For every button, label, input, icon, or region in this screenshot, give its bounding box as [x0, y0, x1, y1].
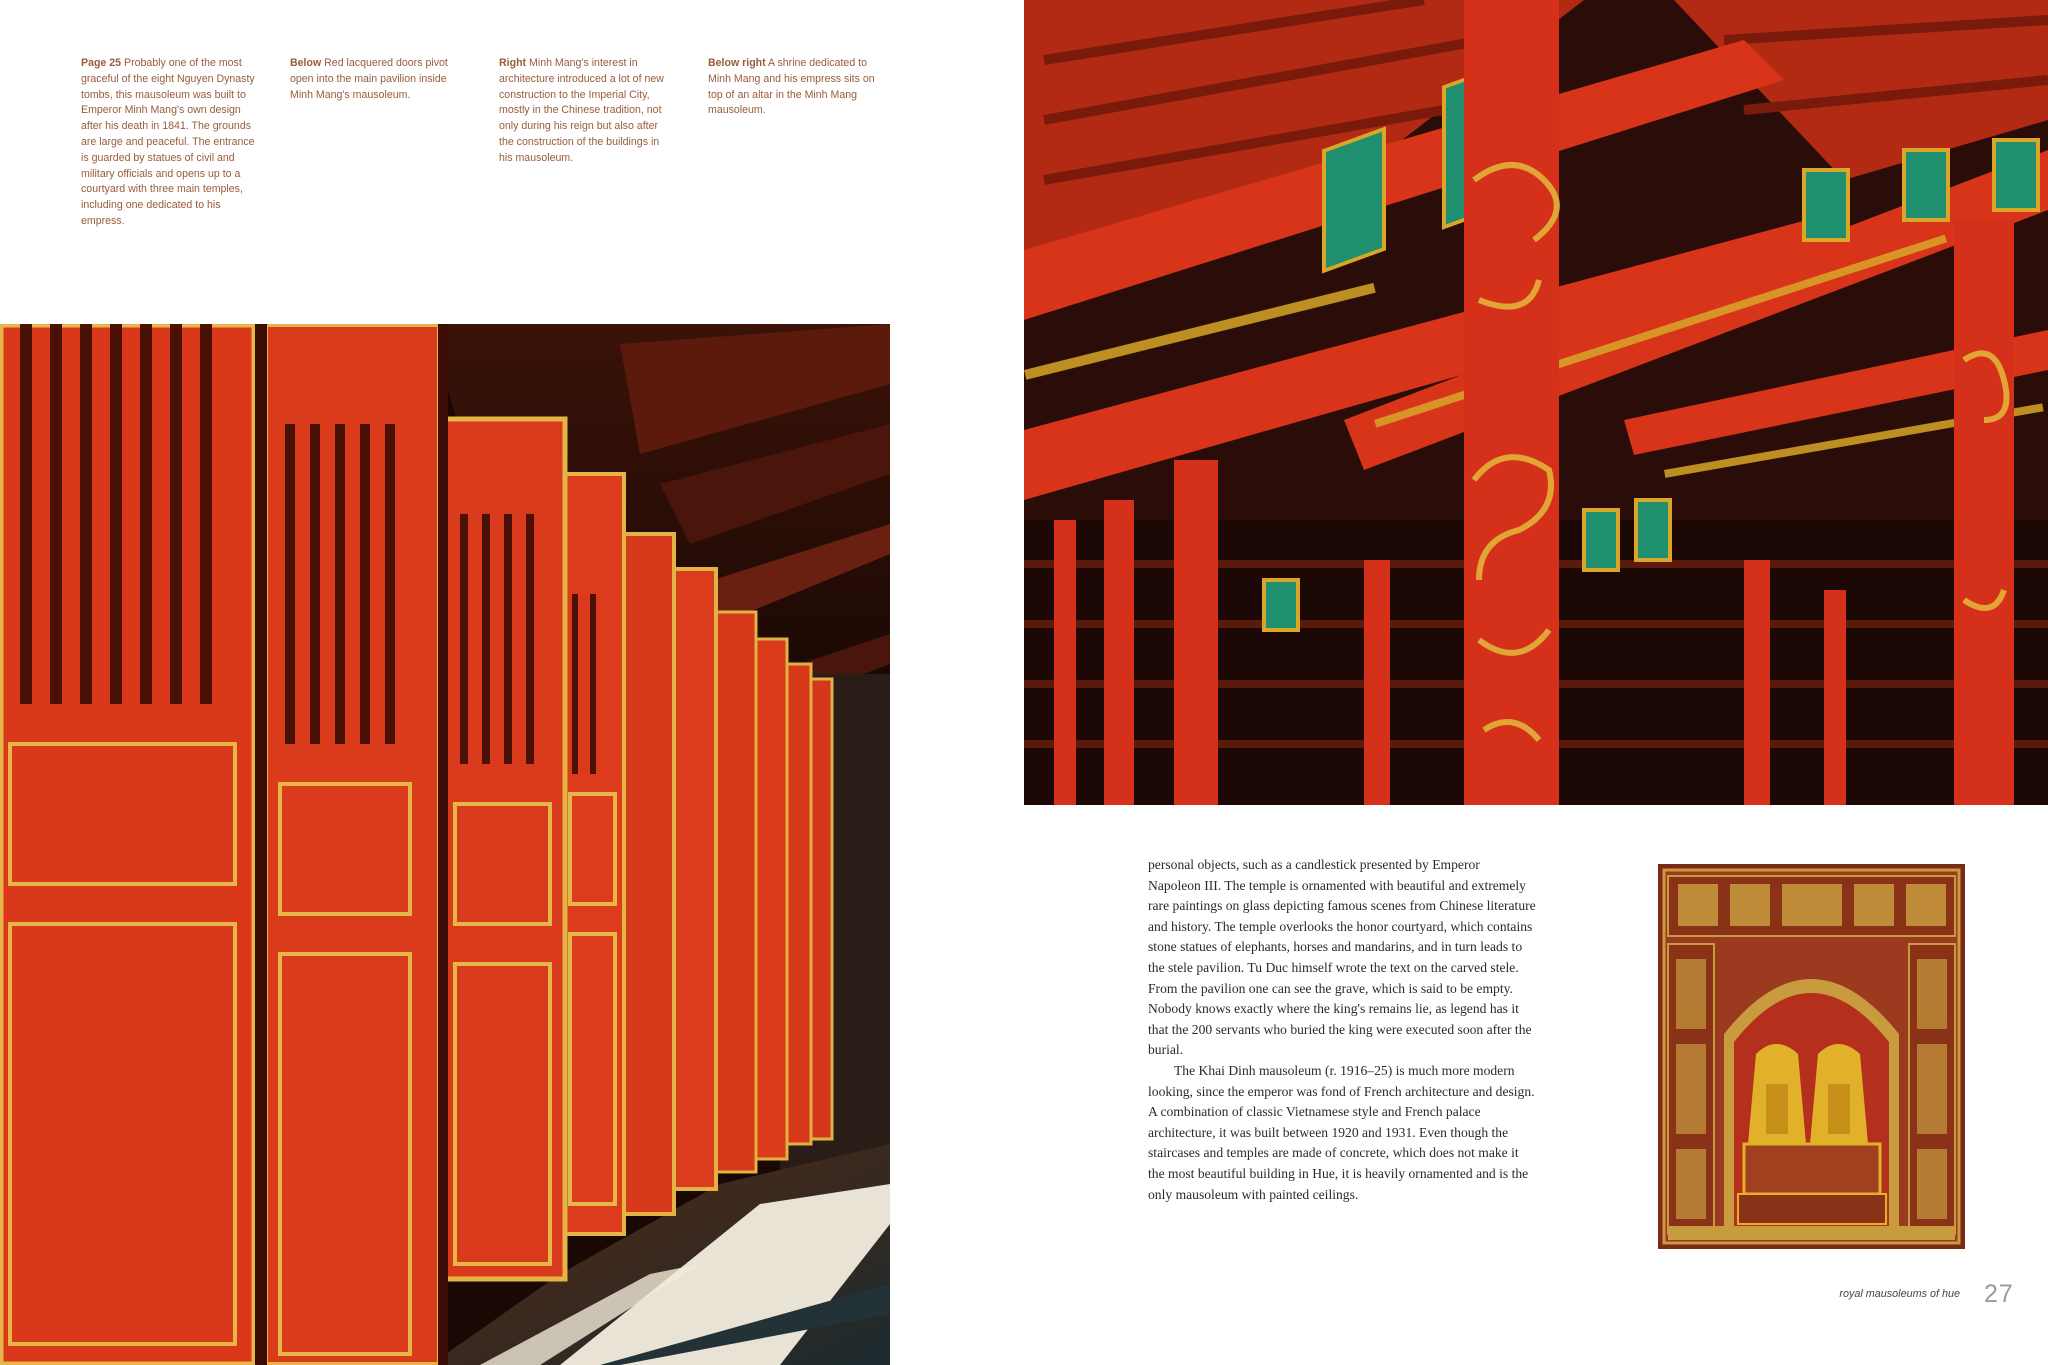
- shrine-illustration: [1658, 864, 1965, 1249]
- caption-below-right: [708, 56, 883, 119]
- caption-below: [290, 56, 465, 103]
- caption-text: Minh Mang's interest in architecture introduced a lot of new construction to the Imperial City, mostly in the Chinese tradition, not only during his reign but also after the construction of the buildings in his mausoleum.: [499, 57, 664, 164]
- caption-right: [499, 56, 674, 167]
- body-text: [1148, 855, 1536, 1205]
- pavilion-ceiling-illustration: [1024, 0, 2048, 805]
- caption-label: Below right: [708, 57, 766, 69]
- caption-text: A shrine dedicated to Minh Mang and his empress sits on top of an altar in the Minh Mang mausoleum.: [708, 57, 875, 117]
- caption-page-25: [81, 56, 256, 230]
- red-doors-illustration: [0, 324, 890, 1365]
- caption-label: Below: [290, 57, 322, 69]
- running-footer-title: royal mausoleums of hue: [1839, 1288, 1960, 1300]
- photo-shrine: [1658, 864, 1965, 1249]
- caption-text: Red lacquered doors pivot open into the main pavilion inside Minh Mang's mausoleum.: [290, 57, 448, 101]
- page-number: 27: [1984, 1280, 2014, 1308]
- caption-text: Probably one of the most graceful of the eight Nguyen Dynasty tombs, this mausoleum was built to Emperor Minh Mang's own design after his death in 1841. The grounds are large and peaceful. The entrance is guarded by statues of civil and military officials and opens up to a courtyard with three main temples, including one dedicated to his empress.: [81, 57, 255, 227]
- photo-red-doors: [0, 324, 890, 1365]
- caption-label: Right: [499, 57, 527, 69]
- body-paragraph: personal objects, such as a candlestick presented by Emperor Napoleon III. The temple is ornamented with beautiful and extremely rare paintings on glass depicting famous scenes from Chinese literature and history. The temple overlooks the honor courtyard, which contains stone statues of elephants, horses and mandarins, and in turn leads to the stele pavilion. Tu Duc himself wrote the text on the carved stele. From the pavilion one can see the grave, which is said to be empty. Nobody knows exactly where the king's remains lie, as legend has it that the 200 servants who buried the king were executed soon after the burial.: [1148, 857, 1536, 1058]
- photo-pavilion-ceiling: [1024, 0, 2048, 805]
- body-paragraph: The Khai Dinh mausoleum (r. 1916–25) is much more modern looking, since the emperor was fond of French architecture and design. A combination of classic Vietnamese style and French palace architecture, it was built between 1920 and 1931. Even though the staircases and temples are made of concrete, which does not make it the most beautiful building in Hue, it is heavily ornamented and is the only mausoleum with painted ceilings.: [1148, 1062, 1535, 1202]
- caption-label: Page 25: [81, 57, 122, 69]
